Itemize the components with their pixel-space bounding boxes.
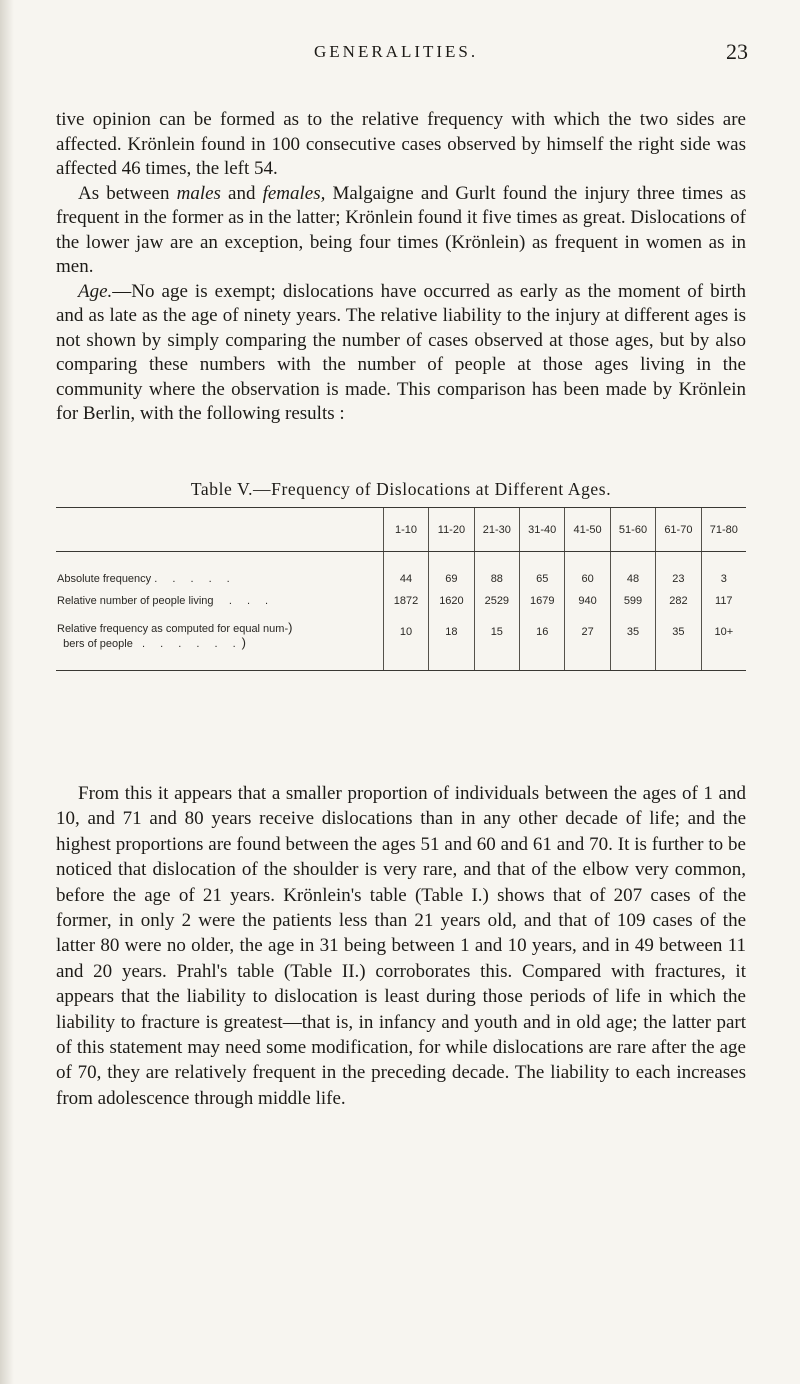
row-label: Relative number of people living . . . bbox=[57, 595, 275, 607]
column-header: 21-30 bbox=[474, 508, 519, 552]
paragraph-sides: tive opinion can be formed as to the relative frequency with which the two sides are affected. Krönlein found in 100 consecutive cases observed by himself the right side was affected 46 times, the left 54. bbox=[56, 109, 746, 179]
column-header: 51-60 bbox=[610, 508, 655, 552]
table-row bbox=[56, 588, 746, 614]
table-cell: 35 bbox=[610, 614, 655, 671]
table-cell: 282 bbox=[656, 588, 701, 614]
running-title: GENERALITIES. bbox=[314, 42, 479, 61]
emphasis-females: females, bbox=[262, 182, 326, 204]
page-number: 23 bbox=[726, 39, 748, 64]
table-cell: 35 bbox=[656, 614, 701, 671]
text-block-bottom bbox=[56, 781, 746, 1111]
column-header: 11-20 bbox=[429, 508, 474, 552]
paragraph-age: Age.—No age is exempt; dislocations have occurred as early as the moment of birth and as late as the age of ninety years. The relative liability to the injury at different ages is not shown by simply comparing the number of cases observed at those ages, but by also comparing these numbers with the number of people at those ages living in the community where the observation is made. This comparison has been made by Krönlein for Berlin, with the following results : bbox=[56, 280, 746, 424]
section-heading-age: Age. bbox=[78, 280, 113, 302]
frequency-table bbox=[56, 507, 746, 671]
table-cell: 15 bbox=[474, 614, 519, 671]
table-cell: 3 bbox=[701, 552, 746, 589]
table-cell: 16 bbox=[520, 614, 565, 671]
table-cell: 65 bbox=[520, 552, 565, 589]
row-label: Relative frequency as computed for equal num-) bers of people . . . . . .) bbox=[56, 614, 383, 671]
table-cell: 1620 bbox=[429, 588, 474, 614]
table-cell: 27 bbox=[565, 614, 610, 671]
table-cell: 44 bbox=[383, 552, 428, 589]
table-cell: 940 bbox=[565, 588, 610, 614]
brace-glyph: ) bbox=[288, 620, 293, 635]
table-header-row bbox=[56, 508, 746, 552]
table-cell: 10 bbox=[383, 614, 428, 671]
text-block-top bbox=[56, 108, 746, 427]
emphasis-males: males bbox=[176, 182, 221, 204]
row-label: Absolute frequency . . . . . bbox=[57, 573, 236, 585]
table-row bbox=[56, 552, 746, 589]
brace-glyph: ) bbox=[241, 635, 246, 650]
running-head bbox=[0, 39, 800, 72]
column-header: 61-70 bbox=[656, 508, 701, 552]
table-cell: 10+ bbox=[701, 614, 746, 671]
table-cell: 599 bbox=[610, 588, 655, 614]
table-cell: 48 bbox=[610, 552, 655, 589]
table-cell: 117 bbox=[701, 588, 746, 614]
paragraph-sex: As between males and females, Malgaigne and Gurlt found the injury three times as frequent in the former as in the latter; Krönlein found it five times as great. Dislocations of the lower jaw are an exception, being four times (Krönlein) as frequent in women as in men. bbox=[56, 182, 746, 277]
table-cell: 88 bbox=[474, 552, 519, 589]
table-cell: 23 bbox=[656, 552, 701, 589]
column-header: 71-80 bbox=[701, 508, 746, 552]
table-cell: 18 bbox=[429, 614, 474, 671]
table-caption: Table V.—Frequency of Dislocations at Different Ages. bbox=[190, 479, 612, 499]
paragraph-conclusions: From this it appears that a smaller proportion of individuals between the ages of 1 and 10, and 71 and 80 years receive dislocations than in any other decade of life; and the highest proportions are found between the ages 51 and 60 and 61 and 70. It is further to be noticed that dislocation of the shoulder is very rare, and that of the elbow very common, before the age of 21 years. Krönlein's table (Table I.) shows that of 207 cases of the former, in only 2 were the patients less than 21 years old, and that of 109 cases of the latter 80 were no older, the age in 31 being between 1 and 10 years, and in 49 between 11 and 20 years. Prahl's table (Table II.) corroborates this. Compared with fractures, it appears that the liability to dislocation is least during those periods of life in which the liability to fracture is greatest—that is, in infancy and youth and in old age; the latter part of this statement may need some modification, for while dislocations are rare after the age of 70, they are relatively frequent in the preceding decade. The liability to each increases from adolescence through middle life. bbox=[56, 783, 746, 1109]
table-cell: 60 bbox=[565, 552, 610, 589]
column-header: 1-10 bbox=[383, 508, 428, 552]
table-row bbox=[56, 614, 746, 671]
column-header: 31-40 bbox=[520, 508, 565, 552]
column-header: 41-50 bbox=[565, 508, 610, 552]
table-cell: 1872 bbox=[383, 588, 428, 614]
table-cell: 1679 bbox=[520, 588, 565, 614]
page-edge-shadow bbox=[0, 0, 14, 1384]
table-cell: 69 bbox=[429, 552, 474, 589]
table-header-blank bbox=[56, 508, 383, 552]
table-cell: 2529 bbox=[474, 588, 519, 614]
